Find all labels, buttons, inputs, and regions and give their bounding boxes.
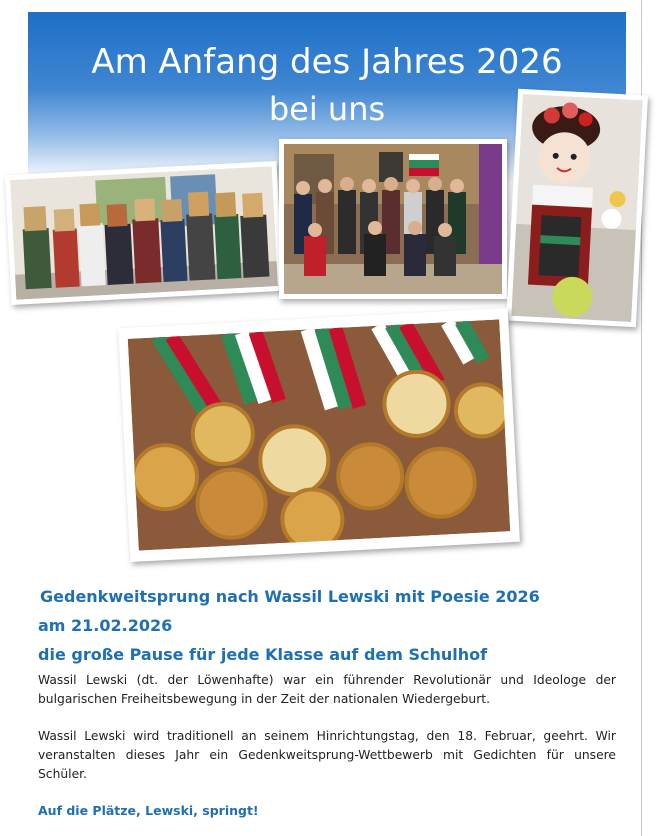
page-subtitle: bei uns — [268, 90, 386, 128]
event-time-place: die große Pause für jede Klasse auf dem Schulhof — [38, 645, 488, 664]
call-to-action: Auf die Plätze, Lewski, springt! — [38, 803, 259, 818]
page-title: Am Anfang des Jahres 2026 — [91, 42, 563, 82]
children-masks-photo — [5, 161, 283, 305]
medals-photo — [118, 308, 520, 562]
paragraph-intro: Wassil Lewski (dt. der Löwenhafte) war ein führender Revolutionär und Ideologe der bulgarischen Freiheitsbewegung in der Zeit der nationalen Wiedergeburt. — [38, 673, 616, 706]
event-heading: Gedenkweitsprung nach Wassil Lewski mit Poesie 2026 — [40, 587, 540, 606]
event-date: am 21.02.2026 — [38, 616, 173, 635]
group-room-photo — [279, 139, 507, 299]
doll-photo — [506, 89, 648, 327]
paragraph-event: Wassil Lewski wird traditionell an seinem Hinrichtungstag, den 18. Februar, geehrt. Wir veranstalten dieses Jahr ein Gedenkweitsprung-Wettbewerb mit Gedichten für unsere Schüler. — [38, 729, 616, 781]
